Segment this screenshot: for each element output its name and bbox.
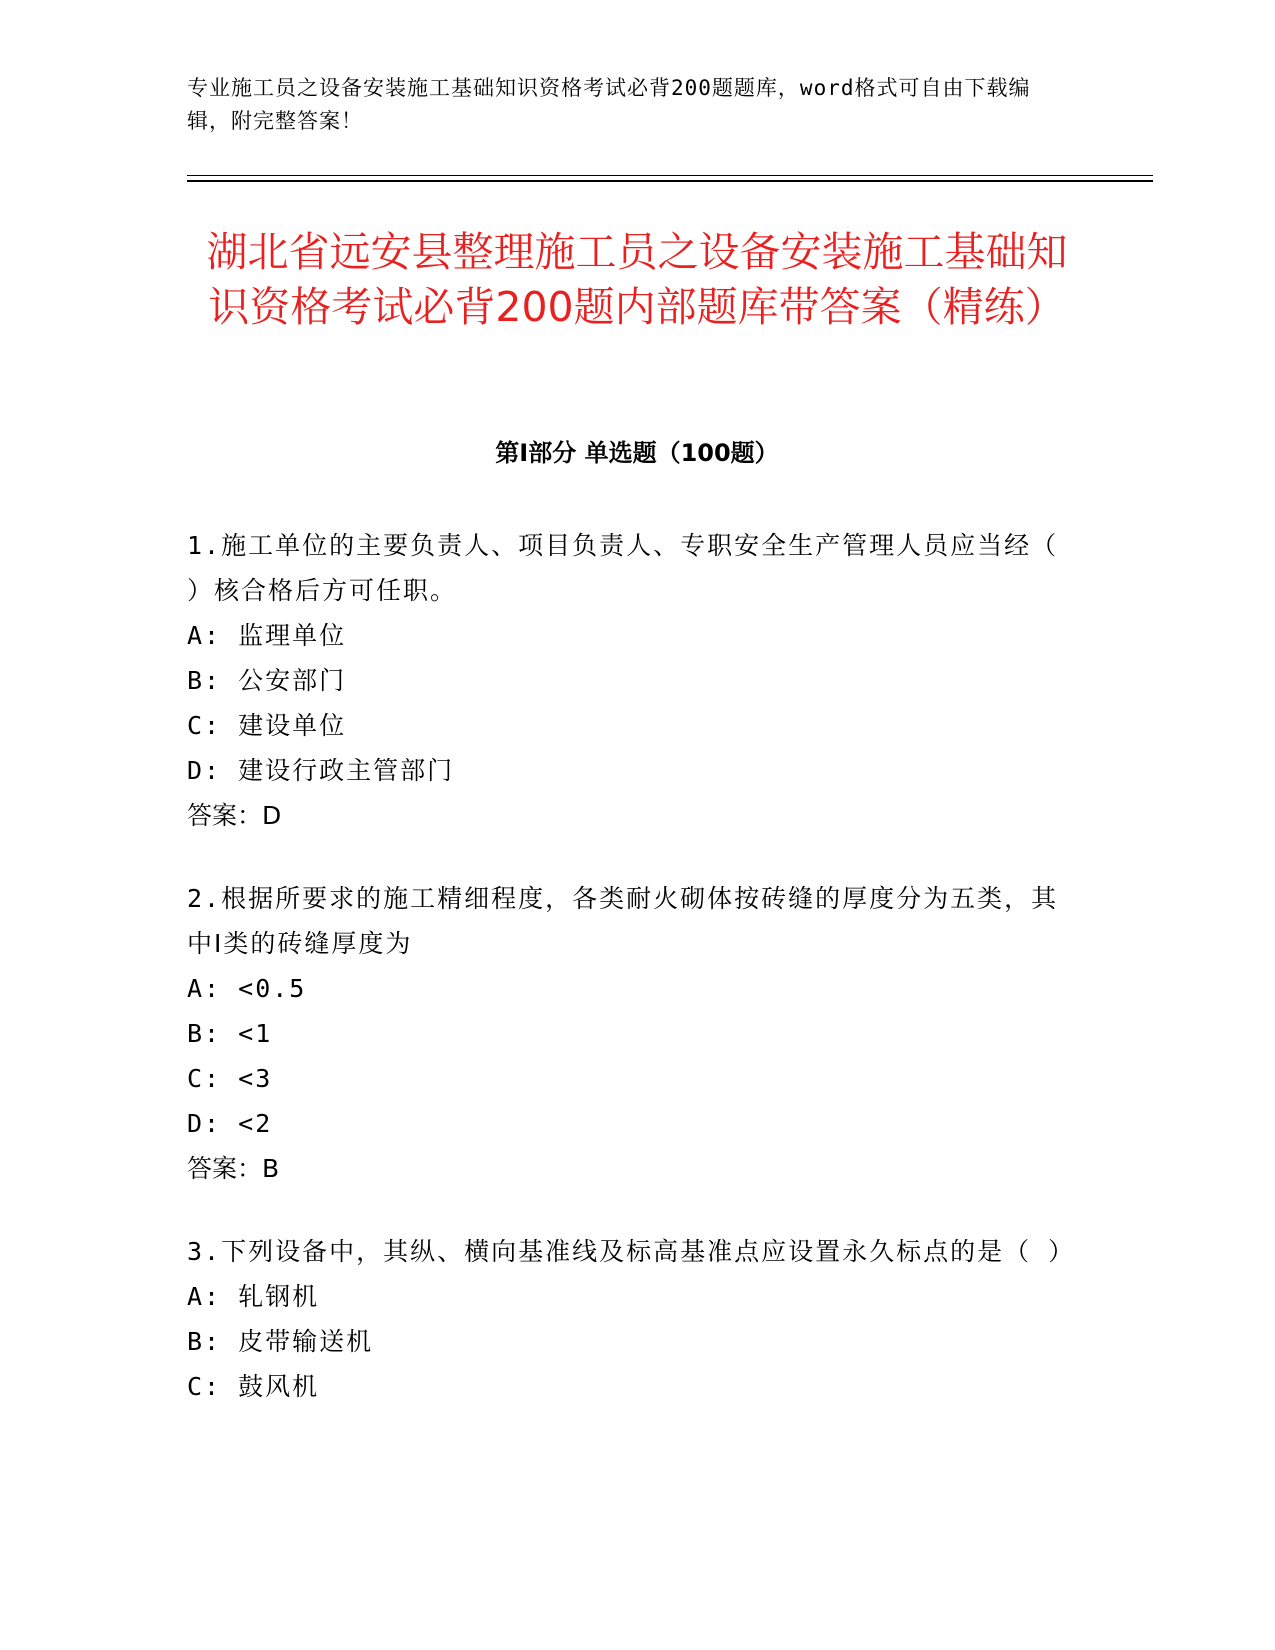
option-c: C: 建设单位 <box>187 711 347 740</box>
document-title: 湖北省远安县整理施工员之设备安装施工基础知识资格考试必背200题内部题库带答案（精练） <box>206 228 1068 331</box>
question-stem: 2.根据所要求的施工精细程度，各类耐火砌体按砖缝的厚度分为五类，其中Ⅰ类的砖缝厚度为 <box>187 884 1059 958</box>
option-c: C: <3 <box>187 1064 273 1093</box>
option-a: A: 轧钢机 <box>187 1282 320 1311</box>
option-d: D: <2 <box>187 1109 273 1138</box>
section-heading: 第Ⅰ部分 单选题（100题） <box>495 439 779 467</box>
question-1 <box>187 523 1067 838</box>
option-b: B: 公安部门 <box>187 666 347 695</box>
option-d: D: 建设行政主管部门 <box>187 756 455 785</box>
answer: 答案：B <box>187 1154 280 1183</box>
header-divider-thick <box>187 180 1153 182</box>
question-stem: 1.施工单位的主要负责人、项目负责人、专职安全生产管理人员应当经（ ）核合格后方可任职。 <box>187 531 1059 605</box>
option-c: C: 鼓风机 <box>187 1372 320 1401</box>
question-2 <box>187 876 1067 1191</box>
question-3 <box>187 1229 1076 1409</box>
question-stem: 3.下列设备中，其纵、横向基准线及标高基准点应设置永久标点的是（ ） <box>187 1237 1076 1266</box>
option-b: B: 皮带输送机 <box>187 1327 374 1356</box>
question-list <box>187 523 1076 1447</box>
header-note: 专业施工员之设备安装施工基础知识资格考试必背200题题库，word格式可自由下载编辑，附完整答案！ <box>187 76 1031 133</box>
answer: 答案：D <box>187 801 282 830</box>
option-a: A: <0.5 <box>187 974 307 1003</box>
header-divider-thin <box>187 175 1153 176</box>
option-b: B: <1 <box>187 1019 273 1048</box>
option-a: A: 监理单位 <box>187 621 347 650</box>
